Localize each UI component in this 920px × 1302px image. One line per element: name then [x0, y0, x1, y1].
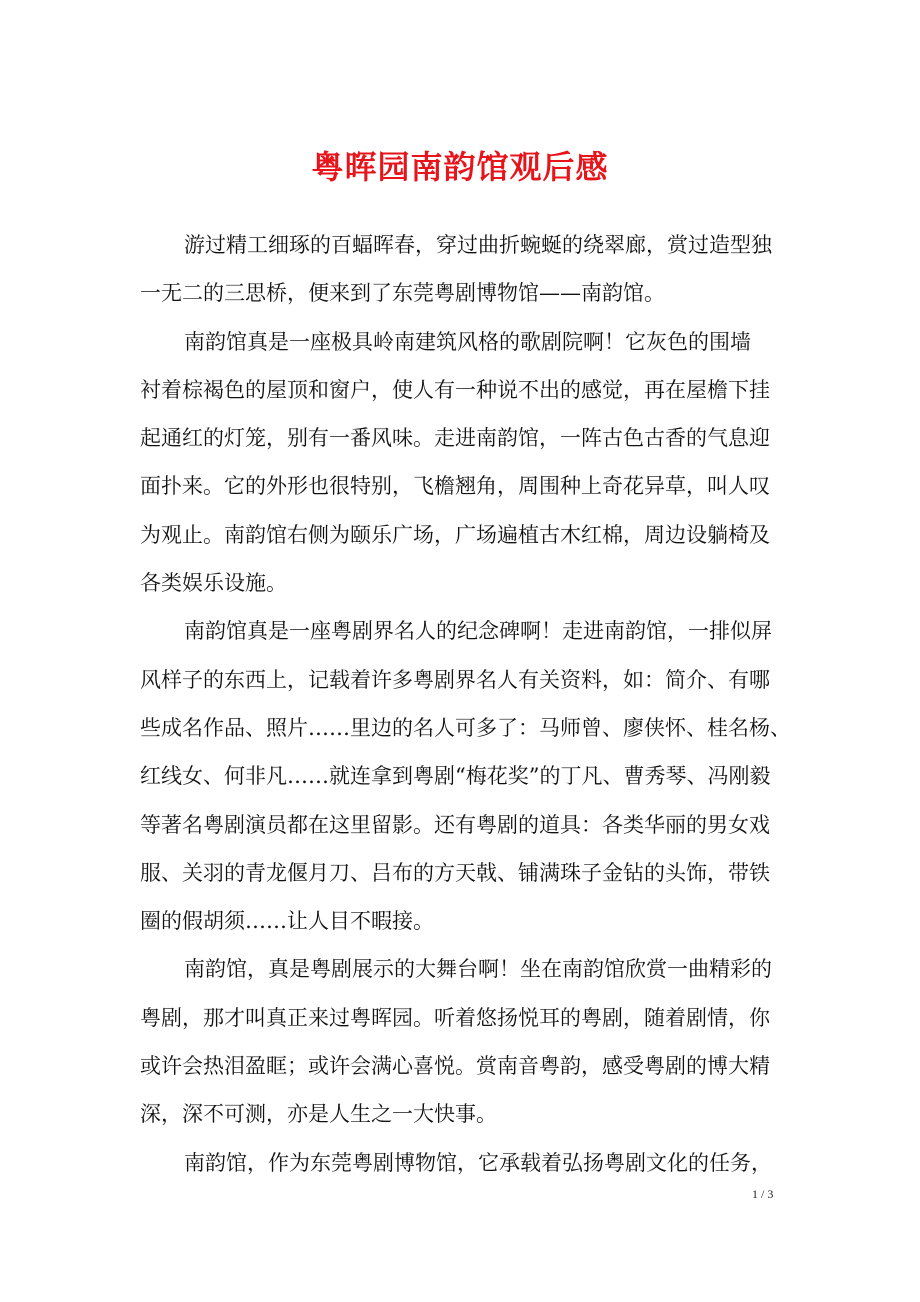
text-line: 红线女、何非凡……就连拿到粤剧“梅花奖”的丁凡、曹秀琴、冯刚毅: [140, 764, 771, 789]
text-line: 面扑来。它的外形也很特别，飞檐翘角，周围种上奇花异草，叫人叹: [140, 474, 770, 499]
paragraph: [140, 318, 785, 608]
text-line: 服、关羽的青龙偃月刀、吕布的方天戟、铺满珠子金钻的头饰，带铁: [140, 860, 770, 885]
text-line: 圈的假胡须……让人目不暇接。: [140, 909, 434, 934]
text-line: 深，深不可测，亦是人生之一大快事。: [140, 1102, 497, 1127]
paragraph: [140, 945, 785, 1138]
document-title: 粤晖园南韵馆观后感: [311, 148, 609, 186]
paragraph: [140, 1139, 785, 1187]
page-indicator: 1 / 3: [752, 1187, 774, 1201]
text-line: 粤剧，那才叫真正来过粤晖园。听着悠扬悦耳的粤剧，随着剧情，你: [140, 1005, 770, 1030]
text-line: 南韵馆，作为东莞粤剧博物馆，它承载着弘扬粤剧文化的任务，: [184, 1150, 772, 1175]
text-line: 些成名作品、照片……里边的名人可多了：马师曾、廖侠怀、桂名杨、: [140, 715, 791, 740]
text-line: 游过精工细琢的百蝠晖春，穿过曲折蜿蜒的绕翠廊，赏过造型独: [184, 233, 772, 257]
document-body: [140, 221, 791, 1187]
text-line: 南韵馆真是一座极具岭南建筑风格的歌剧院啊！它灰色的围墙: [184, 329, 751, 354]
text-line: 南韵馆真是一座粤剧界名人的纪念碑啊！走进南韵馆，一排似屏: [184, 619, 772, 644]
text-line: 风样子的东西上，记载着许多粤剧界名人有关资料，如：简介、有哪: [140, 667, 770, 692]
paragraph: [140, 221, 785, 318]
paragraph: [140, 607, 791, 945]
text-line: 等著名粤剧演员都在这里留影。还有粤剧的道具：各类华丽的男女戏: [140, 812, 770, 837]
text-line: 一无二的三思桥，便来到了东莞粤剧博物馆——南韵馆。: [140, 281, 665, 306]
text-line: 各类娱乐设施。: [140, 571, 287, 596]
text-line: 衬着棕褐色的屋顶和窗户，使人有一种说不出的感觉，再在屋檐下挂: [140, 377, 770, 402]
text-line: 或许会热泪盈眶；或许会满心喜悦。赏南音粤韵，感受粤剧的博大精: [140, 1054, 770, 1079]
text-line: 起通红的灯笼，别有一番风味。走进南韵馆，一阵古色古香的气息迎: [140, 426, 770, 451]
text-line: 为观止。南韵馆右侧为颐乐广场，广场遍植古木红棉，周边设躺椅及: [140, 522, 770, 547]
text-line: 南韵馆，真是粤剧展示的大舞台啊！坐在南韵馆欣赏一曲精彩的: [184, 957, 772, 982]
